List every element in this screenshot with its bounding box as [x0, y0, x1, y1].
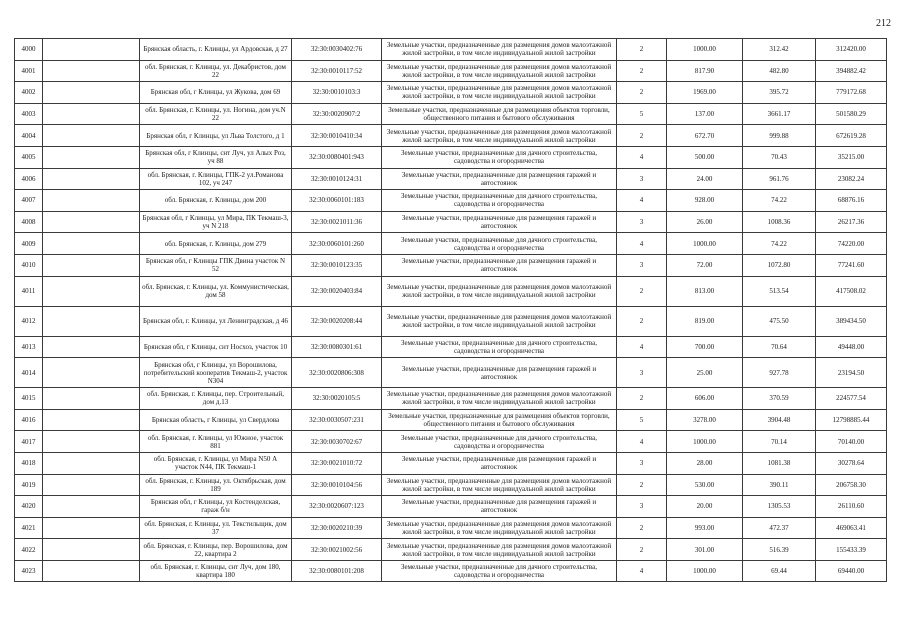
cadastral-value-cell: 501580.29: [816, 103, 887, 125]
cadastral-value-cell: 26217.36: [816, 211, 887, 233]
address-cell: обл. Брянская, г. Клинцы, пер. Строительный, дом д.13: [140, 388, 292, 410]
table-row: [15, 474, 887, 496]
row-number-cell: 4017: [15, 431, 43, 453]
page-number: 212: [876, 18, 891, 29]
address-cell: Брянская обл, г Клинцы, снт Луч, ул Алых Роз, уч 88: [140, 146, 292, 168]
cadastral-number-cell: 32:30:0030507:231: [292, 409, 382, 431]
area-cell: 1000.00: [667, 39, 743, 61]
area-cell: 72.00: [667, 254, 743, 276]
group-cell: 2: [617, 388, 667, 410]
area-cell: 20.00: [667, 496, 743, 518]
land-use-cell: Земельные участки, предназначенные для дачного строительства, садоводства и огородничества: [382, 190, 617, 212]
land-use-cell: Земельные участки, предназначенные для размещения объектов торговли, общественного питания и бытового обслуживания: [382, 409, 617, 431]
spacer-cell: [43, 496, 140, 518]
row-number-cell: 4011: [15, 276, 43, 306]
rate-cell: 513.54: [743, 276, 816, 306]
group-cell: 4: [617, 431, 667, 453]
table-row: [15, 190, 887, 212]
cadastral-value-cell: 23082.24: [816, 168, 887, 190]
address-cell: обл. Брянская, г. Клинцы, ул Южное, участок 881: [140, 431, 292, 453]
cadastral-value-cell: 417508.02: [816, 276, 887, 306]
land-use-cell: Земельные участки, предназначенные для дачного строительства, садоводства и огородничества: [382, 560, 617, 582]
spacer-cell: [43, 168, 140, 190]
group-cell: 2: [617, 517, 667, 539]
rate-cell: 475.50: [743, 306, 816, 336]
spacer-cell: [43, 388, 140, 410]
row-number-cell: 4003: [15, 103, 43, 125]
rate-cell: 999.88: [743, 125, 816, 147]
row-number-cell: 4022: [15, 539, 43, 561]
cadastral-number-cell: 32:30:0080401:943: [292, 146, 382, 168]
spacer-cell: [43, 474, 140, 496]
address-cell: Брянская область, г Клинцы, ул Свердлова: [140, 409, 292, 431]
address-cell: обл. Брянская, г. Клинцы, дом 279: [140, 233, 292, 255]
area-cell: 606.00: [667, 388, 743, 410]
table-row: [15, 103, 887, 125]
address-cell: обл. Брянская, г. Клинцы, ул Мира N50 А участок N44, ПК Текмаш-1: [140, 452, 292, 474]
table-row: [15, 39, 887, 61]
group-cell: 5: [617, 103, 667, 125]
cadastral-value-cell: 469063.41: [816, 517, 887, 539]
table-row: [15, 336, 887, 358]
cadastral-number-cell: 32:30:0021010:72: [292, 452, 382, 474]
table-row: [15, 82, 887, 104]
table-row: [15, 496, 887, 518]
spacer-cell: [43, 409, 140, 431]
cadastral-value-cell: 224577.54: [816, 388, 887, 410]
address-cell: обл. Брянская, г. Клинцы, ул. Ногина, дом уч.N 22: [140, 103, 292, 125]
rate-cell: 516.39: [743, 539, 816, 561]
row-number-cell: 4000: [15, 39, 43, 61]
group-cell: 2: [617, 539, 667, 561]
table-row: [15, 276, 887, 306]
area-cell: 24.00: [667, 168, 743, 190]
address-cell: обл. Брянская, г. Клинцы, снт Луч, дом 180, квартира 180: [140, 560, 292, 582]
row-number-cell: 4009: [15, 233, 43, 255]
group-cell: 2: [617, 39, 667, 61]
rate-cell: 70.64: [743, 336, 816, 358]
area-cell: 530.00: [667, 474, 743, 496]
cadastral-number-cell: 32:30:0080101:208: [292, 560, 382, 582]
spacer-cell: [43, 431, 140, 453]
table-row: [15, 409, 887, 431]
table-row: [15, 358, 887, 388]
land-use-cell: Земельные участки, предназначенные для размещения домов малоэтажной жилой застройки, в том числе индивидуальной жилой застройки: [382, 539, 617, 561]
cadastral-value-cell: 77241.60: [816, 254, 887, 276]
land-use-cell: Земельные участки, предназначенные для дачного строительства, садоводства и огородничества: [382, 146, 617, 168]
table-row: [15, 388, 887, 410]
land-use-cell: Земельные участки, предназначенные для дачного строительства, садоводства и огородничества: [382, 431, 617, 453]
land-use-cell: Земельные участки, предназначенные для дачного строительства, садоводства и огородничества: [382, 336, 617, 358]
cadastral-value-table: [14, 38, 887, 582]
address-cell: обл. Брянская, г. Клинцы, ул. Текстильщик, дом 37: [140, 517, 292, 539]
spacer-cell: [43, 233, 140, 255]
spacer-cell: [43, 539, 140, 561]
area-cell: 28.00: [667, 452, 743, 474]
rate-cell: 370.59: [743, 388, 816, 410]
row-number-cell: 4019: [15, 474, 43, 496]
land-use-cell: Земельные участки, предназначенные для размещения домов малоэтажной жилой застройки, в том числе индивидуальной жилой застройки: [382, 82, 617, 104]
rate-cell: 482.80: [743, 60, 816, 82]
spacer-cell: [43, 211, 140, 233]
land-use-cell: Земельные участки, предназначенные для дачного строительства, садоводства и огородничества: [382, 233, 617, 255]
land-use-cell: Земельные участки, предназначенные для размещения гаражей и автостоянок: [382, 358, 617, 388]
spacer-cell: [43, 125, 140, 147]
row-number-cell: 4001: [15, 60, 43, 82]
cadastral-number-cell: 32:30:0010117:52: [292, 60, 382, 82]
row-number-cell: 4006: [15, 168, 43, 190]
spacer-cell: [43, 517, 140, 539]
spacer-cell: [43, 336, 140, 358]
land-use-cell: Земельные участки, предназначенные для размещения гаражей и автостоянок: [382, 211, 617, 233]
spacer-cell: [43, 60, 140, 82]
cadastral-number-cell: 32:30:0020403:84: [292, 276, 382, 306]
spacer-cell: [43, 103, 140, 125]
address-cell: обл. Брянская, г. Клинцы, пер. Ворошилова, дом 22, квартира 2: [140, 539, 292, 561]
area-cell: 1969.00: [667, 82, 743, 104]
group-cell: 2: [617, 474, 667, 496]
rate-cell: 1305.53: [743, 496, 816, 518]
table-row: [15, 125, 887, 147]
row-number-cell: 4018: [15, 452, 43, 474]
area-cell: 1000.00: [667, 431, 743, 453]
rate-cell: 3661.17: [743, 103, 816, 125]
cadastral-value-cell: 69440.00: [816, 560, 887, 582]
area-cell: 1000.00: [667, 560, 743, 582]
table-row: [15, 60, 887, 82]
row-number-cell: 4015: [15, 388, 43, 410]
cadastral-value-cell: 672619.28: [816, 125, 887, 147]
row-number-cell: 4013: [15, 336, 43, 358]
area-cell: 26.00: [667, 211, 743, 233]
group-cell: 2: [617, 276, 667, 306]
rate-cell: 927.78: [743, 358, 816, 388]
area-cell: 1000.00: [667, 233, 743, 255]
cadastral-number-cell: 32:30:0020806:308: [292, 358, 382, 388]
group-cell: 4: [617, 560, 667, 582]
land-use-cell: Земельные участки, предназначенные для размещения домов малоэтажной жилой застройки, в том числе индивидуальной жилой застройки: [382, 39, 617, 61]
spacer-cell: [43, 306, 140, 336]
area-cell: 301.00: [667, 539, 743, 561]
cadastral-value-cell: 74220.00: [816, 233, 887, 255]
row-number-cell: 4008: [15, 211, 43, 233]
address-cell: Брянская обл, г Клинцы, ул Костенделская, гараж б/н: [140, 496, 292, 518]
cadastral-value-cell: 155433.39: [816, 539, 887, 561]
row-number-cell: 4007: [15, 190, 43, 212]
spacer-cell: [43, 358, 140, 388]
spacer-cell: [43, 190, 140, 212]
cadastral-number-cell: 32:30:0030702:67: [292, 431, 382, 453]
cadastral-number-cell: 32:30:0010124:31: [292, 168, 382, 190]
land-use-cell: Земельные участки, предназначенные для размещения домов малоэтажной жилой застройки, в том числе индивидуальной жилой застройки: [382, 517, 617, 539]
row-number-cell: 4014: [15, 358, 43, 388]
area-cell: 813.00: [667, 276, 743, 306]
rate-cell: 395.72: [743, 82, 816, 104]
cadastral-number-cell: 32:30:0030402:76: [292, 39, 382, 61]
address-cell: обл. Брянская, г. Клинцы, ГПК-2 ул.Романова 102, уч 247: [140, 168, 292, 190]
land-use-cell: Земельные участки, предназначенные для размещения гаражей и автостоянок: [382, 254, 617, 276]
address-cell: обл. Брянская, г. Клинцы, ул. Коммунистическая, дом 58: [140, 276, 292, 306]
land-use-cell: Земельные участки, предназначенные для размещения гаражей и автостоянок: [382, 168, 617, 190]
cadastral-number-cell: 32:30:0020105:5: [292, 388, 382, 410]
rate-cell: 74.22: [743, 190, 816, 212]
rate-cell: 74.22: [743, 233, 816, 255]
group-cell: 4: [617, 233, 667, 255]
table-row: [15, 211, 887, 233]
row-number-cell: 4023: [15, 560, 43, 582]
land-use-cell: Земельные участки, предназначенные для размещения домов малоэтажной жилой застройки, в том числе индивидуальной жилой застройки: [382, 474, 617, 496]
area-cell: 137.00: [667, 103, 743, 125]
address-cell: Брянская обл, г Клинцы, снт Носхоз, участок 10: [140, 336, 292, 358]
cadastral-value-cell: 206758.30: [816, 474, 887, 496]
rate-cell: 1081.38: [743, 452, 816, 474]
table-row: [15, 452, 887, 474]
rate-cell: 961.76: [743, 168, 816, 190]
address-cell: Брянская обл, г Клинцы, ул Ворошилова, потребительский кооператив Текмаш-2, участок N304: [140, 358, 292, 388]
address-cell: Брянская обл, г. Клинцы, ул Ленинградская, д 46: [140, 306, 292, 336]
rate-cell: 70.14: [743, 431, 816, 453]
address-cell: Брянская обл, г Клинцы, ул Льва Толстого, д 1: [140, 125, 292, 147]
rate-cell: 472.37: [743, 517, 816, 539]
spacer-cell: [43, 146, 140, 168]
area-cell: 25.00: [667, 358, 743, 388]
address-cell: Брянская обл, г Клинцы, ул Жукова, дом 69: [140, 82, 292, 104]
spacer-cell: [43, 39, 140, 61]
cadastral-value-cell: 389434.50: [816, 306, 887, 336]
rate-cell: 312.42: [743, 39, 816, 61]
row-number-cell: 4004: [15, 125, 43, 147]
spacer-cell: [43, 452, 140, 474]
area-cell: 993.00: [667, 517, 743, 539]
land-use-cell: Земельные участки, предназначенные для размещения домов малоэтажной жилой застройки, в том числе индивидуальной жилой застройки: [382, 388, 617, 410]
spacer-cell: [43, 82, 140, 104]
group-cell: 3: [617, 496, 667, 518]
group-cell: 2: [617, 125, 667, 147]
table-row: [15, 233, 887, 255]
row-number-cell: 4021: [15, 517, 43, 539]
address-cell: Брянская область, г. Клинцы, ул Ардовская, д 27: [140, 39, 292, 61]
row-number-cell: 4005: [15, 146, 43, 168]
area-cell: 817.90: [667, 60, 743, 82]
cadastral-value-cell: 49448.00: [816, 336, 887, 358]
address-cell: обл. Брянская, г. Клинцы, дом 200: [140, 190, 292, 212]
cadastral-value-cell: 26110.60: [816, 496, 887, 518]
area-cell: 928.00: [667, 190, 743, 212]
rate-cell: 69.44: [743, 560, 816, 582]
cadastral-number-cell: 32:30:0010123:35: [292, 254, 382, 276]
cadastral-number-cell: 32:30:0010103:3: [292, 82, 382, 104]
cadastral-number-cell: 32:30:0020208:44: [292, 306, 382, 336]
row-number-cell: 4002: [15, 82, 43, 104]
cadastral-value-cell: 68876.16: [816, 190, 887, 212]
address-cell: обл. Брянская, г. Клинцы, ул. Октябрьская, дом 189: [140, 474, 292, 496]
cadastral-value-cell: 312420.00: [816, 39, 887, 61]
area-cell: 700.00: [667, 336, 743, 358]
group-cell: 2: [617, 306, 667, 336]
table-row: [15, 254, 887, 276]
cadastral-number-cell: 32:30:0021002:56: [292, 539, 382, 561]
area-cell: 500.00: [667, 146, 743, 168]
group-cell: 4: [617, 146, 667, 168]
cadastral-value-cell: 70140.00: [816, 431, 887, 453]
cadastral-number-cell: 32:30:0010410:34: [292, 125, 382, 147]
spacer-cell: [43, 560, 140, 582]
group-cell: 2: [617, 82, 667, 104]
group-cell: 3: [617, 254, 667, 276]
land-use-cell: Земельные участки, предназначенные для размещения гаражей и автостоянок: [382, 496, 617, 518]
cadastral-number-cell: 32:30:0060101:183: [292, 190, 382, 212]
cadastral-number-cell: 32:30:0080301:61: [292, 336, 382, 358]
land-use-cell: Земельные участки, предназначенные для размещения домов малоэтажной жилой застройки, в том числе индивидуальной жилой застройки: [382, 60, 617, 82]
cadastral-number-cell: 32:30:0060101:260: [292, 233, 382, 255]
cadastral-value-cell: 12798885.44: [816, 409, 887, 431]
table-row: [15, 431, 887, 453]
group-cell: 3: [617, 358, 667, 388]
rate-cell: 1008.36: [743, 211, 816, 233]
table-row: [15, 517, 887, 539]
group-cell: 3: [617, 168, 667, 190]
table-row: [15, 168, 887, 190]
row-number-cell: 4012: [15, 306, 43, 336]
cadastral-value-cell: 35215.00: [816, 146, 887, 168]
address-cell: Брянская обл, г Клинцы ГПК Двина участок N 52: [140, 254, 292, 276]
group-cell: 4: [617, 190, 667, 212]
rate-cell: 390.11: [743, 474, 816, 496]
cadastral-number-cell: 32:30:0020907:2: [292, 103, 382, 125]
area-cell: 819.00: [667, 306, 743, 336]
row-number-cell: 4020: [15, 496, 43, 518]
area-cell: 3278.00: [667, 409, 743, 431]
land-use-cell: Земельные участки, предназначенные для размещения домов малоэтажной жилой застройки, в том числе индивидуальной жилой застройки: [382, 276, 617, 306]
table-row: [15, 306, 887, 336]
area-cell: 672.70: [667, 125, 743, 147]
cadastral-number-cell: 32:30:0020607:123: [292, 496, 382, 518]
land-use-cell: Земельные участки, предназначенные для размещения объектов торговли, общественного питания и бытового обслуживания: [382, 103, 617, 125]
group-cell: 4: [617, 336, 667, 358]
rate-cell: 3904.48: [743, 409, 816, 431]
cadastral-value-cell: 394882.42: [816, 60, 887, 82]
rate-cell: 1072.80: [743, 254, 816, 276]
cadastral-value-cell: 23194.50: [816, 358, 887, 388]
group-cell: 5: [617, 409, 667, 431]
table-row: [15, 146, 887, 168]
address-cell: обл. Брянская, г. Клинцы, ул. Декабристов, дом 22: [140, 60, 292, 82]
spacer-cell: [43, 254, 140, 276]
cadastral-number-cell: 32:30:0020210:39: [292, 517, 382, 539]
spacer-cell: [43, 276, 140, 306]
cadastral-value-cell: 779172.68: [816, 82, 887, 104]
row-number-cell: 4016: [15, 409, 43, 431]
rate-cell: 70.43: [743, 146, 816, 168]
table-row: [15, 539, 887, 561]
group-cell: 3: [617, 211, 667, 233]
land-use-cell: Земельные участки, предназначенные для размещения домов малоэтажной жилой застройки, в том числе индивидуальной жилой застройки: [382, 125, 617, 147]
cadastral-number-cell: 32:30:0010104:56: [292, 474, 382, 496]
group-cell: 2: [617, 60, 667, 82]
row-number-cell: 4010: [15, 254, 43, 276]
table-row: [15, 560, 887, 582]
address-cell: Брянская обл, г Клинцы, ул Мира, ПК Текмаш-3, уч N 218: [140, 211, 292, 233]
cadastral-number-cell: 32:30:0021011:36: [292, 211, 382, 233]
land-use-cell: Земельные участки, предназначенные для размещения гаражей и автостоянок: [382, 452, 617, 474]
group-cell: 3: [617, 452, 667, 474]
land-use-cell: Земельные участки, предназначенные для размещения домов малоэтажной жилой застройки, в том числе индивидуальной жилой застройки: [382, 306, 617, 336]
cadastral-value-cell: 30278.64: [816, 452, 887, 474]
